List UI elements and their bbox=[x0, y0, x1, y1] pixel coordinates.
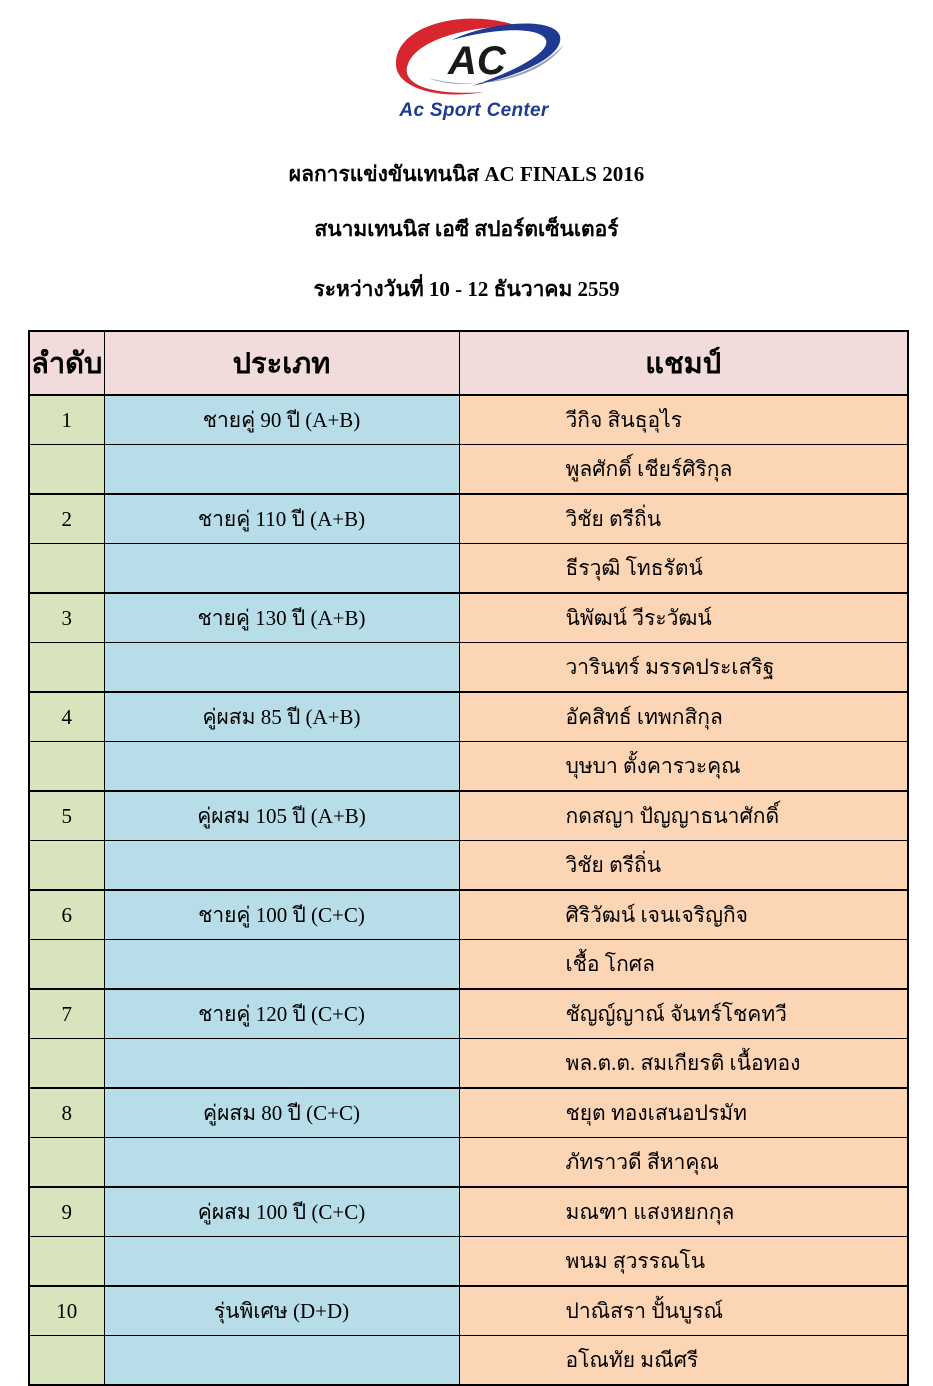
header-row bbox=[29, 331, 908, 395]
champion-cell: ศิริวัฒน์ เจนเจริญกิจ bbox=[459, 890, 908, 940]
rank-cell: 9 bbox=[29, 1187, 104, 1237]
table-row bbox=[29, 1187, 908, 1237]
category-cell: ชายคู่ 90 ปี (A+B) bbox=[104, 395, 459, 445]
category-cell-empty bbox=[104, 940, 459, 990]
table-row bbox=[29, 940, 908, 990]
category-cell: คู่ผสม 100 ปี (C+C) bbox=[104, 1187, 459, 1237]
champion-cell: วิชัย ตรีถิ่น bbox=[459, 494, 908, 544]
table-row bbox=[29, 395, 908, 445]
rank-cell-empty bbox=[29, 841, 104, 891]
champion-cell: วิชัย ตรีถิ่น bbox=[459, 841, 908, 891]
table-row bbox=[29, 1088, 908, 1138]
table-row bbox=[29, 841, 908, 891]
rank-cell: 10 bbox=[29, 1286, 104, 1336]
header-rank: ลำดับ bbox=[29, 331, 104, 395]
champion-cell: พูลศักดิ์ เชียร์ศิริกุล bbox=[459, 445, 908, 495]
results-table bbox=[28, 330, 909, 1386]
rank-cell: 1 bbox=[29, 395, 104, 445]
rank-cell: 6 bbox=[29, 890, 104, 940]
table-row bbox=[29, 742, 908, 792]
champion-cell: มณฑา แสงหยกกุล bbox=[459, 1187, 908, 1237]
champion-cell: ชัญญ์ญาณ์ จันทร์โชคทวี bbox=[459, 989, 908, 1039]
category-cell-empty bbox=[104, 643, 459, 693]
table-row bbox=[29, 1039, 908, 1089]
category-cell-empty bbox=[104, 742, 459, 792]
rank-cell-empty bbox=[29, 940, 104, 990]
category-cell-empty bbox=[104, 1336, 459, 1386]
category-cell: รุ่นพิเศษ (D+D) bbox=[104, 1286, 459, 1336]
champion-cell: อัคสิทธ์ เทพกสิกุล bbox=[459, 692, 908, 742]
table-row bbox=[29, 643, 908, 693]
table-row bbox=[29, 1286, 908, 1336]
rank-cell: 5 bbox=[29, 791, 104, 841]
category-cell-empty bbox=[104, 1039, 459, 1089]
rank-cell-empty bbox=[29, 742, 104, 792]
champion-cell: บุษบา ตั้งคารวะคุณ bbox=[459, 742, 908, 792]
champion-cell: พล.ต.ต. สมเกียรติ เนื้อทอง bbox=[459, 1039, 908, 1089]
champion-cell: ชยุต ทองเสนอปรมัท bbox=[459, 1088, 908, 1138]
rank-cell-empty bbox=[29, 544, 104, 594]
rank-cell-empty bbox=[29, 1336, 104, 1386]
rank-cell: 2 bbox=[29, 494, 104, 544]
champion-cell: อโณทัย มณีศรี bbox=[459, 1336, 908, 1386]
venue-line: สนามเทนนิส เอซี สปอร์ตเซ็นเตอร์ bbox=[314, 217, 619, 241]
table-row bbox=[29, 1336, 908, 1386]
category-cell: ชายคู่ 100 ปี (C+C) bbox=[104, 890, 459, 940]
category-cell: ชายคู่ 120 ปี (C+C) bbox=[104, 989, 459, 1039]
page-title: ผลการแข่งขันเทนนิส AC FINALS 2016 bbox=[288, 162, 645, 186]
category-cell-empty bbox=[104, 1138, 459, 1188]
rank-cell: 3 bbox=[29, 593, 104, 643]
table-row bbox=[29, 544, 908, 594]
rank-cell-empty bbox=[29, 1138, 104, 1188]
rank-cell-empty bbox=[29, 1039, 104, 1089]
champion-cell: ปาณิสรา ปั้นบูรณ์ bbox=[459, 1286, 908, 1336]
champion-cell: วารินทร์ มรรคประเสริฐ bbox=[459, 643, 908, 693]
champion-cell: เชื้อ โกศล bbox=[459, 940, 908, 990]
rank-cell: 8 bbox=[29, 1088, 104, 1138]
table-row bbox=[29, 494, 908, 544]
champion-cell: ภัทราวดี สีหาคุณ bbox=[459, 1138, 908, 1188]
rank-cell-empty bbox=[29, 445, 104, 495]
ac-swoosh-icon bbox=[368, 14, 580, 106]
rank-cell-empty bbox=[29, 1237, 104, 1287]
category-cell: คู่ผสม 105 ปี (A+B) bbox=[104, 791, 459, 841]
category-cell: ชายคู่ 130 ปี (A+B) bbox=[104, 593, 459, 643]
logo-mark: AC bbox=[448, 39, 506, 83]
header-category: ประเภท bbox=[104, 331, 459, 395]
table-row bbox=[29, 593, 908, 643]
table-row bbox=[29, 989, 908, 1039]
category-cell-empty bbox=[104, 841, 459, 891]
table-row bbox=[29, 890, 908, 940]
table-row bbox=[29, 692, 908, 742]
champion-cell: ธีรวุฒิ โทธรัตน์ bbox=[459, 544, 908, 594]
table-row bbox=[29, 445, 908, 495]
champion-cell: วีกิจ สินธุอุไร bbox=[459, 395, 908, 445]
category-cell-empty bbox=[104, 445, 459, 495]
category-cell: ชายคู่ 110 ปี (A+B) bbox=[104, 494, 459, 544]
header-champion: แชมป์ bbox=[459, 331, 908, 395]
champion-cell: พนม สุวรรณโน bbox=[459, 1237, 908, 1287]
rank-cell: 7 bbox=[29, 989, 104, 1039]
category-cell-empty bbox=[104, 1237, 459, 1287]
rank-cell-empty bbox=[29, 643, 104, 693]
champion-cell: นิพัฒน์ วีระวัฒน์ bbox=[459, 593, 908, 643]
results-body bbox=[29, 395, 908, 1385]
table-row bbox=[29, 1138, 908, 1188]
champion-cell: กดสญา ปัญญาธนาศักดิ์ bbox=[459, 791, 908, 841]
table-row bbox=[29, 1237, 908, 1287]
rank-cell: 4 bbox=[29, 692, 104, 742]
category-cell: คู่ผสม 80 ปี (C+C) bbox=[104, 1088, 459, 1138]
logo-name: Ac Sport Center bbox=[399, 100, 549, 121]
category-cell-empty bbox=[104, 544, 459, 594]
ac-sport-center-logo bbox=[368, 14, 580, 126]
dates-line: ระหว่างวันที่ 10 - 12 ธันวาคม 2559 bbox=[313, 277, 620, 301]
category-cell: คู่ผสม 85 ปี (A+B) bbox=[104, 692, 459, 742]
table-row bbox=[29, 791, 908, 841]
